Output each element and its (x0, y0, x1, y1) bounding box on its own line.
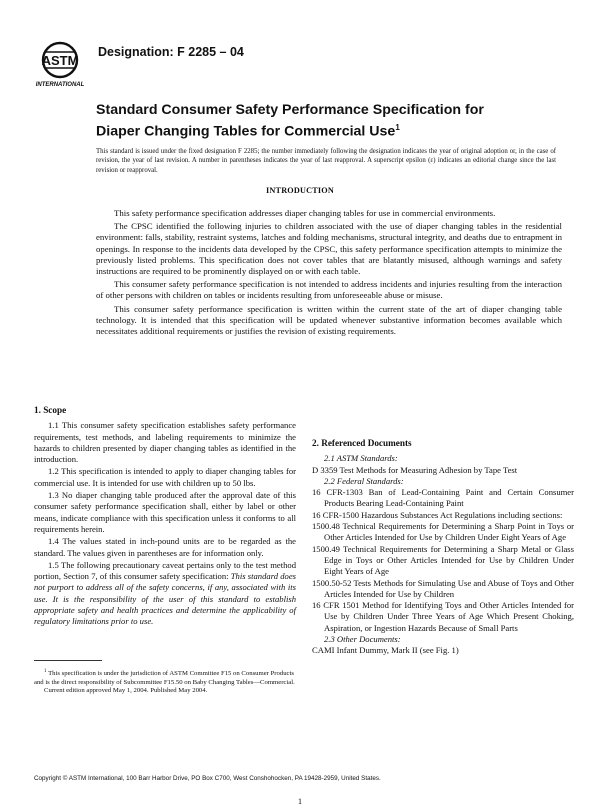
scope-1-5 (34, 560, 296, 628)
astm-logo (34, 38, 86, 90)
footnote-mark: 1 (44, 669, 47, 674)
federal-standards-subheading: 2.2 Federal Standards: (324, 475, 404, 486)
reference-item: CAMI Infant Dummy, Mark II (see Fig. 1) (312, 645, 459, 656)
astm-standards-subheading: 2.1 ASTM Standards: (324, 453, 398, 464)
title-line-2: Diaper Changing Tables for Commercial Use (96, 123, 396, 140)
footnote-rule (34, 660, 102, 661)
reference-item: 1500.50-52 Tests Methods for Simulating Use and Abuse of Toys and Other Articles Intended for Use by Children (312, 577, 574, 599)
title-line-1: Standard Consumer Safety Performance Specification for (96, 102, 484, 118)
footnote-paragraph-2: Current edition approved May 1, 2004. Published May 2004. (44, 687, 208, 695)
intro-paragraph: The CPSC identified the following injuries to children associated with the use of diaper changing tables in the residential environment: falls, stability, restraint systems, latches and folding mechanisms, structural integrity, and deaths due to entrapment in openings. In response to the incidents data developed by the CPSC, this safety performance specification attempts to minimize the previously listed problems. This specification does not cover tables that are blatantly misused, although warnings and safety instructions are required to be prominently displayed on or with each table. (96, 221, 562, 277)
scope-1-2: 1.2 This specification is intended to apply to diaper changing tables for commercial use. It is intended for use with children up to 50 lbs. (34, 466, 296, 488)
logo-subtext: INTERNATIONAL (35, 82, 85, 88)
footnote-text: This specification is under the jurisdiction of ASTM Committee F15 on Consumer Products and is the direct responsibility of Subcommittee F15.50 on Baby Changing Tables—Commercial. (34, 670, 295, 686)
title-footnote-mark: 1 (395, 123, 400, 132)
other-documents-subheading: 2.3 Other Documents: (324, 634, 401, 645)
left-column (34, 405, 296, 629)
reference-item: 16 CFR-1303 Ban of Lead-Containing Paint and Certain Consumer Products Bearing Lead-Containing Paint (312, 487, 574, 509)
logo-text: ASTM (41, 53, 79, 68)
scope-1-1: 1.1 This consumer safety specification establishes safety performance requirements, test methods, and labeling requirements to minimize the hazards to children presented by diaper changing tables as identified in the introduction. (34, 420, 296, 465)
footnote (34, 668, 296, 696)
scope-1-4: 1.4 The values stated in inch-pound units are to be regarded as the standard. The values given in parentheses are for information only. (34, 536, 296, 558)
designation: Designation: F 2285 – 04 (98, 45, 244, 59)
scope-1-5-caveat: This standard does not purport to address all of the safety concerns, if any, associated with its use. It is the responsibility of the user of this standard to establish appropriate safety and health practices and determine the applicability of regulatory limitations prior to use. (34, 571, 296, 627)
reference-item: 1500.48 Technical Requirements for Determining a Sharp Point in Toys or Other Articles Intended for Use by Children Under Eight Years of Age (312, 521, 574, 543)
astm-logo-icon (34, 38, 86, 90)
introduction-body (96, 208, 562, 339)
introduction-heading: INTRODUCTION (266, 186, 334, 195)
reference-item: 16 CFR-1500 Hazardous Substances Act Regulations including sections: (312, 509, 563, 520)
intro-paragraph: This consumer safety performance specification is written within the current state of the art of diaper changing table technology. It is intended that this specification will be updated whenever substantive information becomes available which necessitates additional requirements or justifies the revision of existing requirements. (96, 303, 562, 337)
footnote-paragraph-1 (34, 668, 296, 687)
references-heading: 2. Referenced Documents (312, 438, 412, 448)
standard-note: This standard is issued under the fixed designation F 2285; the number immediately following the designation indicates the year of original adoption or, in the case of revision, the year of last revision. A number in parentheses indicates the year of last reapproval. A superscript epsilon (ε) indicates an editorial change since the last revision or reapproval. (96, 148, 556, 174)
right-column (312, 404, 574, 657)
intro-paragraph: This safety performance specification addresses diaper changing tables for use in commercial environments. (114, 208, 496, 218)
scope-1-5-lead: 1.5 The following precautionary caveat pertains only to the test method portion, Section 7, of this consumer safety specification: (34, 559, 296, 582)
reference-item: D 3359 Test Methods for Measuring Adhesion by Tape Test (312, 464, 518, 475)
reference-item: 1500.49 Technical Requirements for Determining a Sharp Metal or Glass Edge in Toys or Other Articles Intended for Use by Children Under Eight Years of Age (312, 543, 574, 577)
intro-paragraph: This consumer safety performance specification is not intended to address incidents and injuries resulting from the interaction of other persons with children on tables or incidents resulting from unforeseeable abuse or misuse. (96, 279, 562, 301)
scope-1-3: 1.3 No diaper changing table produced after the approval date of this consumer safety performance specification shall, either by label or other means, indicate compliance with this specification unless it conforms to all requirements herein. (34, 490, 296, 534)
scope-heading: 1. Scope (34, 405, 67, 415)
reference-item: 16 CFR 1501 Method for Identifying Toys and Other Articles Intended for Use by Children Under Three Years of Age Which Present Choking, Aspiration, or Ingestion Hazards Because of Small Parts (312, 600, 574, 633)
document-title (96, 102, 556, 141)
page-number: 1 (297, 796, 303, 806)
copyright-notice: Copyright © ASTM International, 100 Barr Harbor Drive, PO Box C700, West Conshohocken, PA 19428-2959, United States. (34, 775, 381, 782)
